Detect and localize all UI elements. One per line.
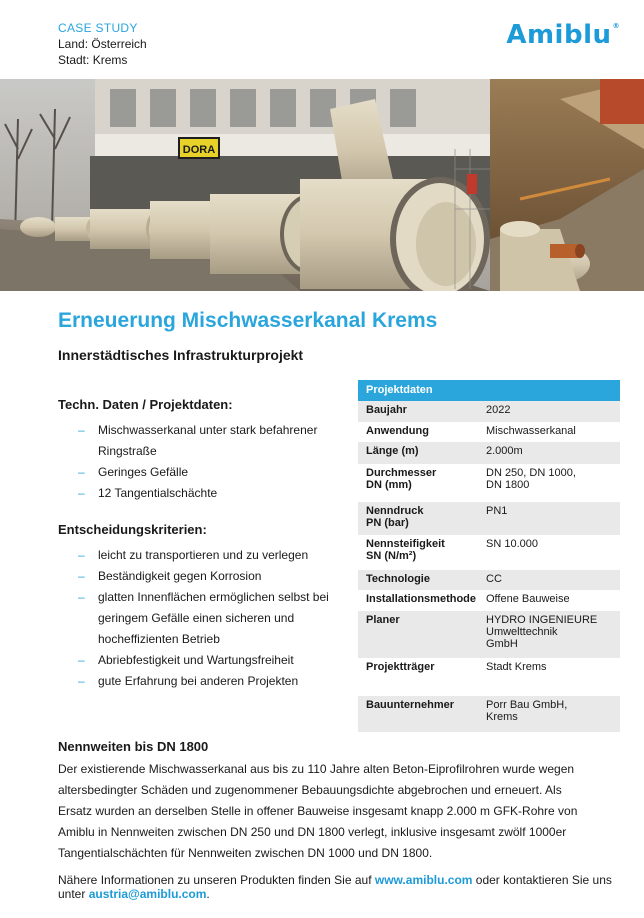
logo-registered-mark: ® [612,22,620,30]
table-row [358,570,620,590]
stadt-label: Stadt: Krems [58,53,128,67]
row-value: Porr Bau GmbH, Krems [486,699,568,723]
row-value: HYDRO INGENIEURE Umwelttechnik GmbH [486,614,598,650]
table-row [358,535,620,570]
list-item: – Mischwasserkanal unter stark befahrener Ringstraße [58,420,348,462]
row-key: Baujahr [366,404,407,416]
row-key: Durchmesser DN (mm) [366,467,437,491]
row-value: 2022 [486,404,511,416]
land-label: Land: Österreich [58,37,147,51]
table-row [358,590,620,611]
case-study-subtitle: Innerstädtisches Infrastrukturprojekt [58,347,304,363]
nennweiten-heading: Nennweiten bis DN 1800 [58,739,209,754]
list-item: – gute Erfahrung bei anderen Projekten [58,671,348,692]
row-key: Anwendung [366,425,429,437]
row-key: Bauunternehmer [366,699,455,711]
table-row [358,502,620,535]
row-key: Planer [366,614,400,626]
row-key: Installationsmethode [366,593,477,605]
table-row [358,696,620,732]
table-row [358,611,620,658]
table-row [358,401,620,422]
amiblu-logo [506,20,620,50]
construction-photo-illustration [0,79,644,291]
contact-info [58,873,618,901]
contact-text: Nähere Informationen zu unseren Produkten finden Sie auf [58,873,375,887]
nennweiten-paragraph: Der existierende Mischwasserkanal aus bis zu 110 Jahre alten Beton-Eiprofilrohren wurde wegen altersbedingter Schäden und zugenommener Bebauungsdichte abgebrochen und erneuert. Als Ersatz wurden an derselben Stelle in offener Bauweise insgesamt knapp 2.000 m GFK-Rohre von Amiblu in Nennweiten zwischen DN 250 und DN 1800 verlegt, inklusive insgesamt zwölf 1000er Tangentialschächten für Nennweiten zwischen DN 1000 und DN 1800. [58,762,578,860]
table-row [358,658,620,696]
left-column [58,397,348,692]
table-row [358,422,620,442]
logo-text: Amiblu [506,20,612,50]
list-item: – Beständigkeit gegen Korrosion [58,566,348,587]
row-value: 2.000m [486,445,523,457]
row-value: DN 250, DN 1000, DN 1800 [486,467,576,491]
projektdaten-heading: Projektdaten [358,380,620,401]
list-item: – 12 Tangentialschächte [58,483,348,504]
list-item: – glatten Innenflächen ermöglichen selbst bei geringem Gefälle einen sicheren und hocheffizienten Betrieb [58,587,348,650]
row-value: PN1 [486,505,508,517]
email-link[interactable]: austria@amiblu.com [88,887,207,901]
row-key: Projektträger [366,661,435,673]
list-item: – Geringes Gefälle [58,462,348,483]
table-row [358,442,620,464]
tech-data-list [58,420,348,504]
contact-text: . [206,887,210,901]
row-value: SN 10.000 [486,538,538,550]
tech-data-heading: Techn. Daten / Projektdaten: [58,397,233,412]
projektdaten-table [358,380,620,732]
header-info [58,20,147,68]
row-key: Technologie [366,573,430,585]
list-item: – Abriebfestigkeit und Wartungsfreiheit [58,650,348,671]
contact-text: oder kontaktieren Sie uns unter [58,873,612,901]
dora-sign-text: DORA [182,144,216,156]
row-key: Länge (m) [366,445,419,457]
row-value: CC [486,573,502,585]
construction-photo [0,79,644,291]
row-key: Nenndruck PN (bar) [366,505,424,529]
list-item: – leicht zu transportieren und zu verlegen [58,545,348,566]
website-link[interactable]: www.amiblu.com [374,873,473,887]
case-study-label: CASE STUDY [58,21,138,35]
table-row [358,464,620,502]
row-value: Offene Bauweise [486,593,570,605]
case-study-title: Erneuerung Mischwasserkanal Krems [58,309,438,332]
row-value: Mischwasserkanal [486,425,576,437]
criteria-list [58,545,348,692]
row-key: Nennsteifigkeit SN (N/m²) [366,538,445,562]
criteria-heading: Entscheidungskriterien: [58,522,207,537]
row-value: Stadt Krems [486,661,547,673]
